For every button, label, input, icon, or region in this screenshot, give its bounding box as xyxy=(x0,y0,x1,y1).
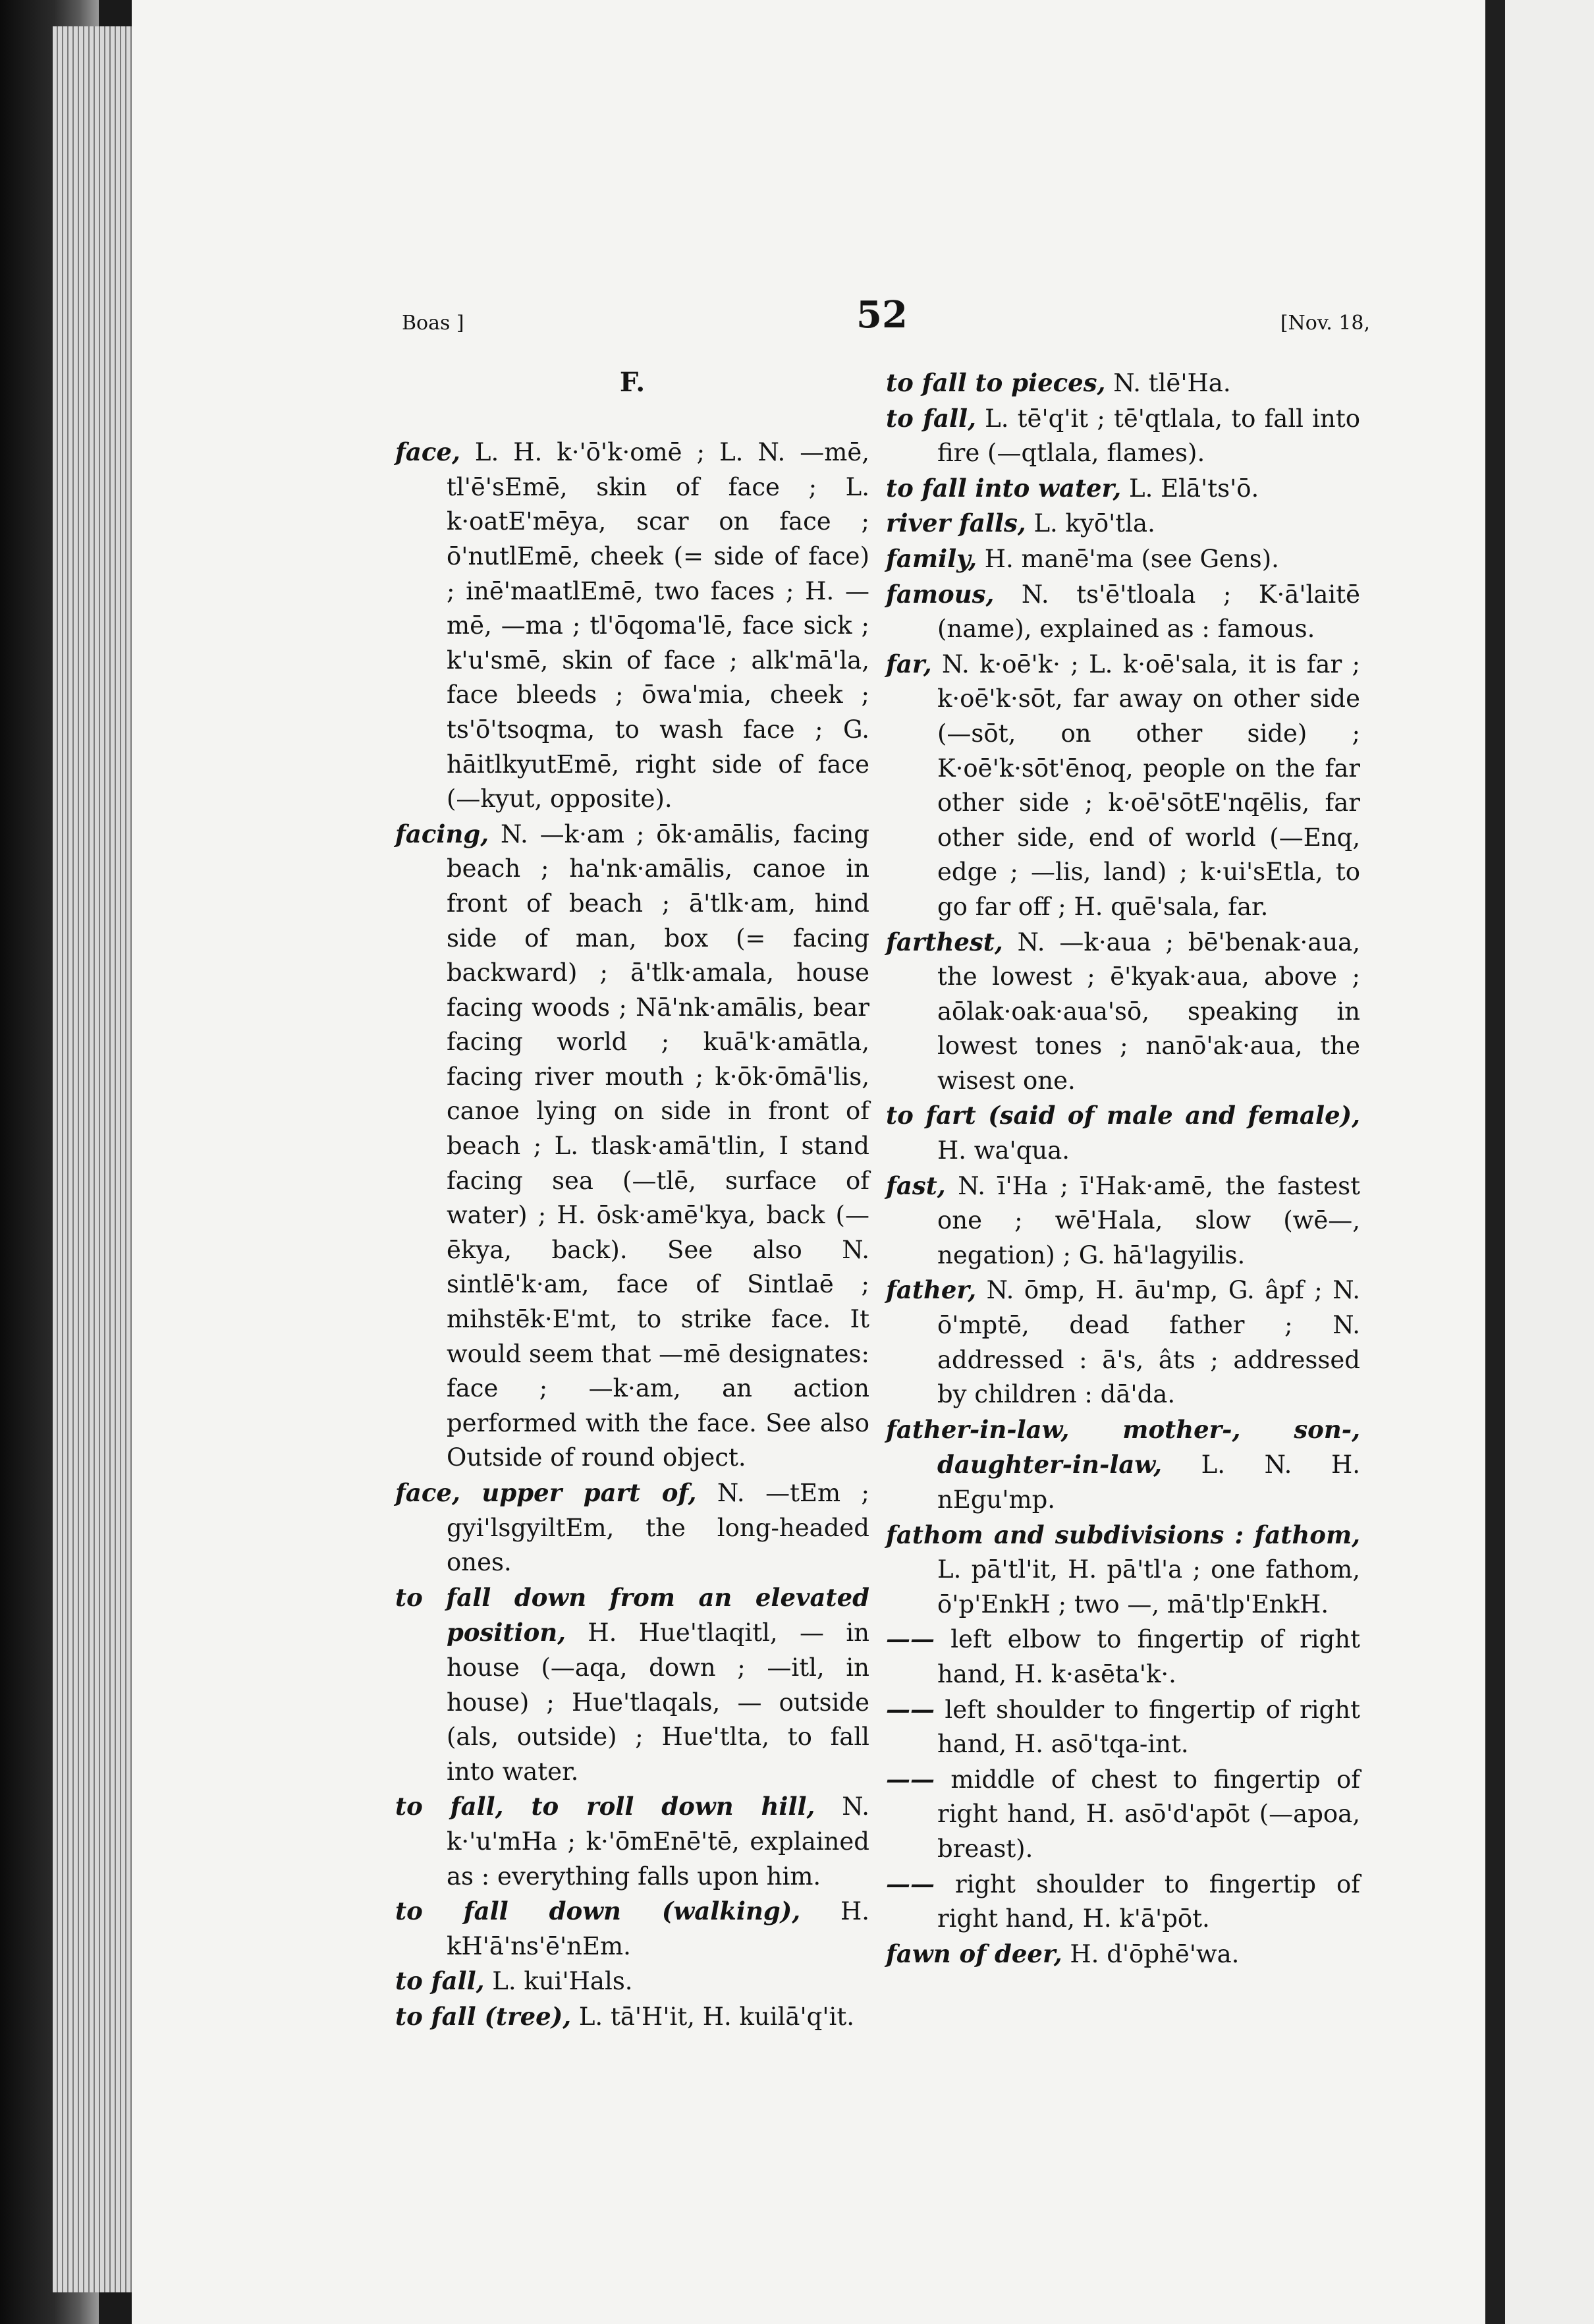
entry-text: N. —k·aua ; bē'benak·aua, the lowest ; ē'kyak·aua, above ; aōlak·oak·aua'sō, speaking in lowest tones ; nanō'ak·aua, the wisest one. xyxy=(937,927,1360,1095)
entry xyxy=(886,541,1360,577)
entry-text: N. ts'ē'tloala ; K·ā'laitē (name), explained as : famous. xyxy=(937,580,1360,644)
entry-headword: to fall into water, xyxy=(886,473,1122,503)
entry-text: N. ōmp, H. āu'mp, G. âpf ; N. ō'mptē, dead father ; N. addressed : ā's, âts ; addressed by children : dā'da. xyxy=(937,1276,1360,1409)
entry-text: L. kui'Hals. xyxy=(484,1967,633,1996)
entry-text: L. kyō'tla. xyxy=(1026,509,1155,538)
entry-text: L. H. k·'ō'k·omē ; L. N. —mē, tl'ē'sEmē, skin of face ; L. k·oatE'mēya, scar on face ; ō'nutlEmē, cheek (= side of face) ; inē'maatlEmē, two faces ; H. —mē, —ma ; tl'ōqoma'lē, face sick ; k'u'smē, skin of face ; alk'mā'la, face bleeds ; ōwa'mia, cheek ; ts'ō'tsoqma, to wash face ; G. hāitlkyutEmē, right side of face (—kyut, opposite). xyxy=(447,438,869,814)
entry xyxy=(886,647,1360,925)
left-column xyxy=(395,366,869,2035)
entry-text: N. ī'Ha ; ī'Hak·amē, the fastest one ; wē'Hala, slow (wē—, negation) ; G. hā'lagyilis. xyxy=(937,1171,1360,1269)
entry-text: left elbow to fingertip of right hand, H. k·asēta'k·. xyxy=(935,1625,1360,1688)
entry-headword: face, upper part of, xyxy=(395,1478,697,1507)
entry-text: N. k·'u'mHa ; k·'ōmEnē'tē, explained as : everything falls upon him. xyxy=(447,1792,869,1891)
entry xyxy=(395,1964,869,1999)
entry-headword: face, xyxy=(395,437,460,467)
header-date: [Nov. 18, xyxy=(1280,312,1370,335)
entry-text: N. k·oē'k· ; L. k·oē'sala, it is far ; k·oē'k·sōt, far away on other side (—sōt, on other side) ; K·oē'k·sōt'ēnoq, people on the far other side ; k·oē'sōtE'nqēlis, far other side, end of world (—Enq, edge ; —lis, land) ; k·ui'sEtla, to go far off ; H. quē'sala, far. xyxy=(931,650,1360,921)
entry-headword: farthest, xyxy=(886,927,1003,956)
entry-text: L. tē'q'it ; tē'qtlala, to fall into fire (—qtlala, flames). xyxy=(937,404,1360,468)
entry xyxy=(395,1580,869,1790)
entry-headword: far, xyxy=(886,649,932,678)
entry-text: H. Hue'tlaqitl, — in house (—aqa, down ; —itl, in house) ; Hue'tlaqals, — outside (als, outside) ; Hue'tlta, to fall into water. xyxy=(447,1618,869,1786)
entry xyxy=(395,1999,869,2035)
entry-text: H. d'ōphē'wa. xyxy=(1062,1939,1240,1968)
entry-headword: —— xyxy=(886,1764,935,1794)
entry-text: L. Elā'ts'ō. xyxy=(1121,474,1259,503)
entry-headword: —— xyxy=(886,1624,935,1654)
next-page-edge xyxy=(1505,0,1594,2324)
header-author: Boas ] xyxy=(402,312,464,335)
entry xyxy=(886,1169,1360,1273)
entry-headword: to fall, xyxy=(395,1966,485,1996)
entry xyxy=(886,366,1360,401)
entry xyxy=(395,1894,869,1964)
entry-text: H. manē'ma (see Gens). xyxy=(977,544,1279,573)
entry-text: L. pā'tl'it, H. pā'tl'a ; one fathom, ō'p'EnkH ; two —, mā'tlp'EnkH. xyxy=(937,1555,1360,1618)
section-letter: F. xyxy=(619,367,646,398)
entry-headword: fathom and subdivisions : fathom, xyxy=(886,1520,1360,1549)
entry-headword: facing, xyxy=(395,819,489,848)
entry xyxy=(886,1867,1360,1937)
entry-text: L. tā'H'it, H. kuilā'q'it. xyxy=(571,2002,854,2031)
entry xyxy=(886,1518,1360,1622)
running-header xyxy=(395,293,1370,352)
entry-headword: fawn of deer, xyxy=(886,1939,1062,1968)
entry-text: H. kH'ā'ns'ē'nEm. xyxy=(447,1897,869,1960)
entry xyxy=(886,1098,1360,1168)
page-stack-edges xyxy=(53,26,132,2292)
entry xyxy=(886,1412,1360,1518)
entry-text: right shoulder to fingertip of right hand, H. k'ā'pōt. xyxy=(935,1869,1360,1933)
entry-headword: father-in-law, mother-, son-, daughter-in-law, xyxy=(886,1414,1360,1480)
entry-headword: to fart (said of male and female), xyxy=(886,1101,1360,1130)
entry xyxy=(886,925,1360,1099)
entry-text: N. —tEm ; gyi'lsgyiltEm, the long-headed ones. xyxy=(447,1479,869,1577)
entry xyxy=(886,506,1360,541)
entry-headword: to fall to pieces, xyxy=(886,368,1106,397)
entry xyxy=(395,817,869,1476)
page-gutter xyxy=(1485,0,1505,2324)
entry-headword: famous, xyxy=(886,579,995,609)
entry xyxy=(886,401,1360,471)
entry-text: left shoulder to fingertip of right hand, H. asō'tqa-int. xyxy=(935,1695,1360,1759)
entry-text: N. —k·am ; ōk·amālis, facing beach ; ha'nk·amālis, canoe in front of beach ; ā'tlk·am, hind side of man, box (= facing backward) ; ā'tlk·amala, house facing woods ; Nā'nk·amālis, bear facing world ; kuā'k·amātla, facing river mouth ; k·ōk·ōmā'lis, canoe lying on side in front of beach ; L. tlask·amā'tlin, I stand facing sea (—tlē, surface of water) ; H. ōsk·amē'kya, back (—ēkya, back). See also N. sintlē'k·am, face of Sintlaē ; mihstēk·E'mt, to strike face. It would seem that —mē designates: face ; —k·am, an action performed with the face. See also Outside of round object. xyxy=(447,819,870,1472)
entry xyxy=(886,577,1360,647)
entry-text: N. tlē'Ha. xyxy=(1105,369,1231,397)
entry-headword: to fall (tree), xyxy=(395,2001,572,2031)
entry xyxy=(395,1789,869,1894)
entry-headword: —— xyxy=(886,1694,935,1724)
entry-headword: to fall, to roll down hill, xyxy=(395,1792,815,1821)
entry xyxy=(395,435,869,817)
entry-headword: —— xyxy=(886,1869,935,1898)
entry-headword: river falls, xyxy=(886,509,1026,538)
entry-text: H. wa'qua. xyxy=(937,1136,1070,1165)
entry xyxy=(886,471,1360,507)
entry xyxy=(886,1692,1360,1762)
entry-headword: fast, xyxy=(886,1171,946,1200)
entry-text: L. N. H. nEgu'mp. xyxy=(937,1451,1360,1514)
right-column xyxy=(886,366,1360,1972)
entry-headword: family, xyxy=(886,543,977,573)
entry xyxy=(395,1476,869,1580)
entry-text: middle of chest to fingertip of right hand, H. asō'd'apōt (—apoa, breast). xyxy=(935,1765,1360,1863)
entry xyxy=(886,1622,1360,1692)
entry xyxy=(886,1937,1360,1972)
entry-headword: father, xyxy=(886,1275,977,1305)
entry-headword: to fall down (walking), xyxy=(395,1896,801,1926)
entry-headword: to fall, xyxy=(886,403,976,433)
entry xyxy=(886,1273,1360,1412)
page-number: 52 xyxy=(856,293,908,337)
entry-headword: to fall down from an elevated position, xyxy=(395,1582,869,1647)
entry xyxy=(886,1762,1360,1867)
